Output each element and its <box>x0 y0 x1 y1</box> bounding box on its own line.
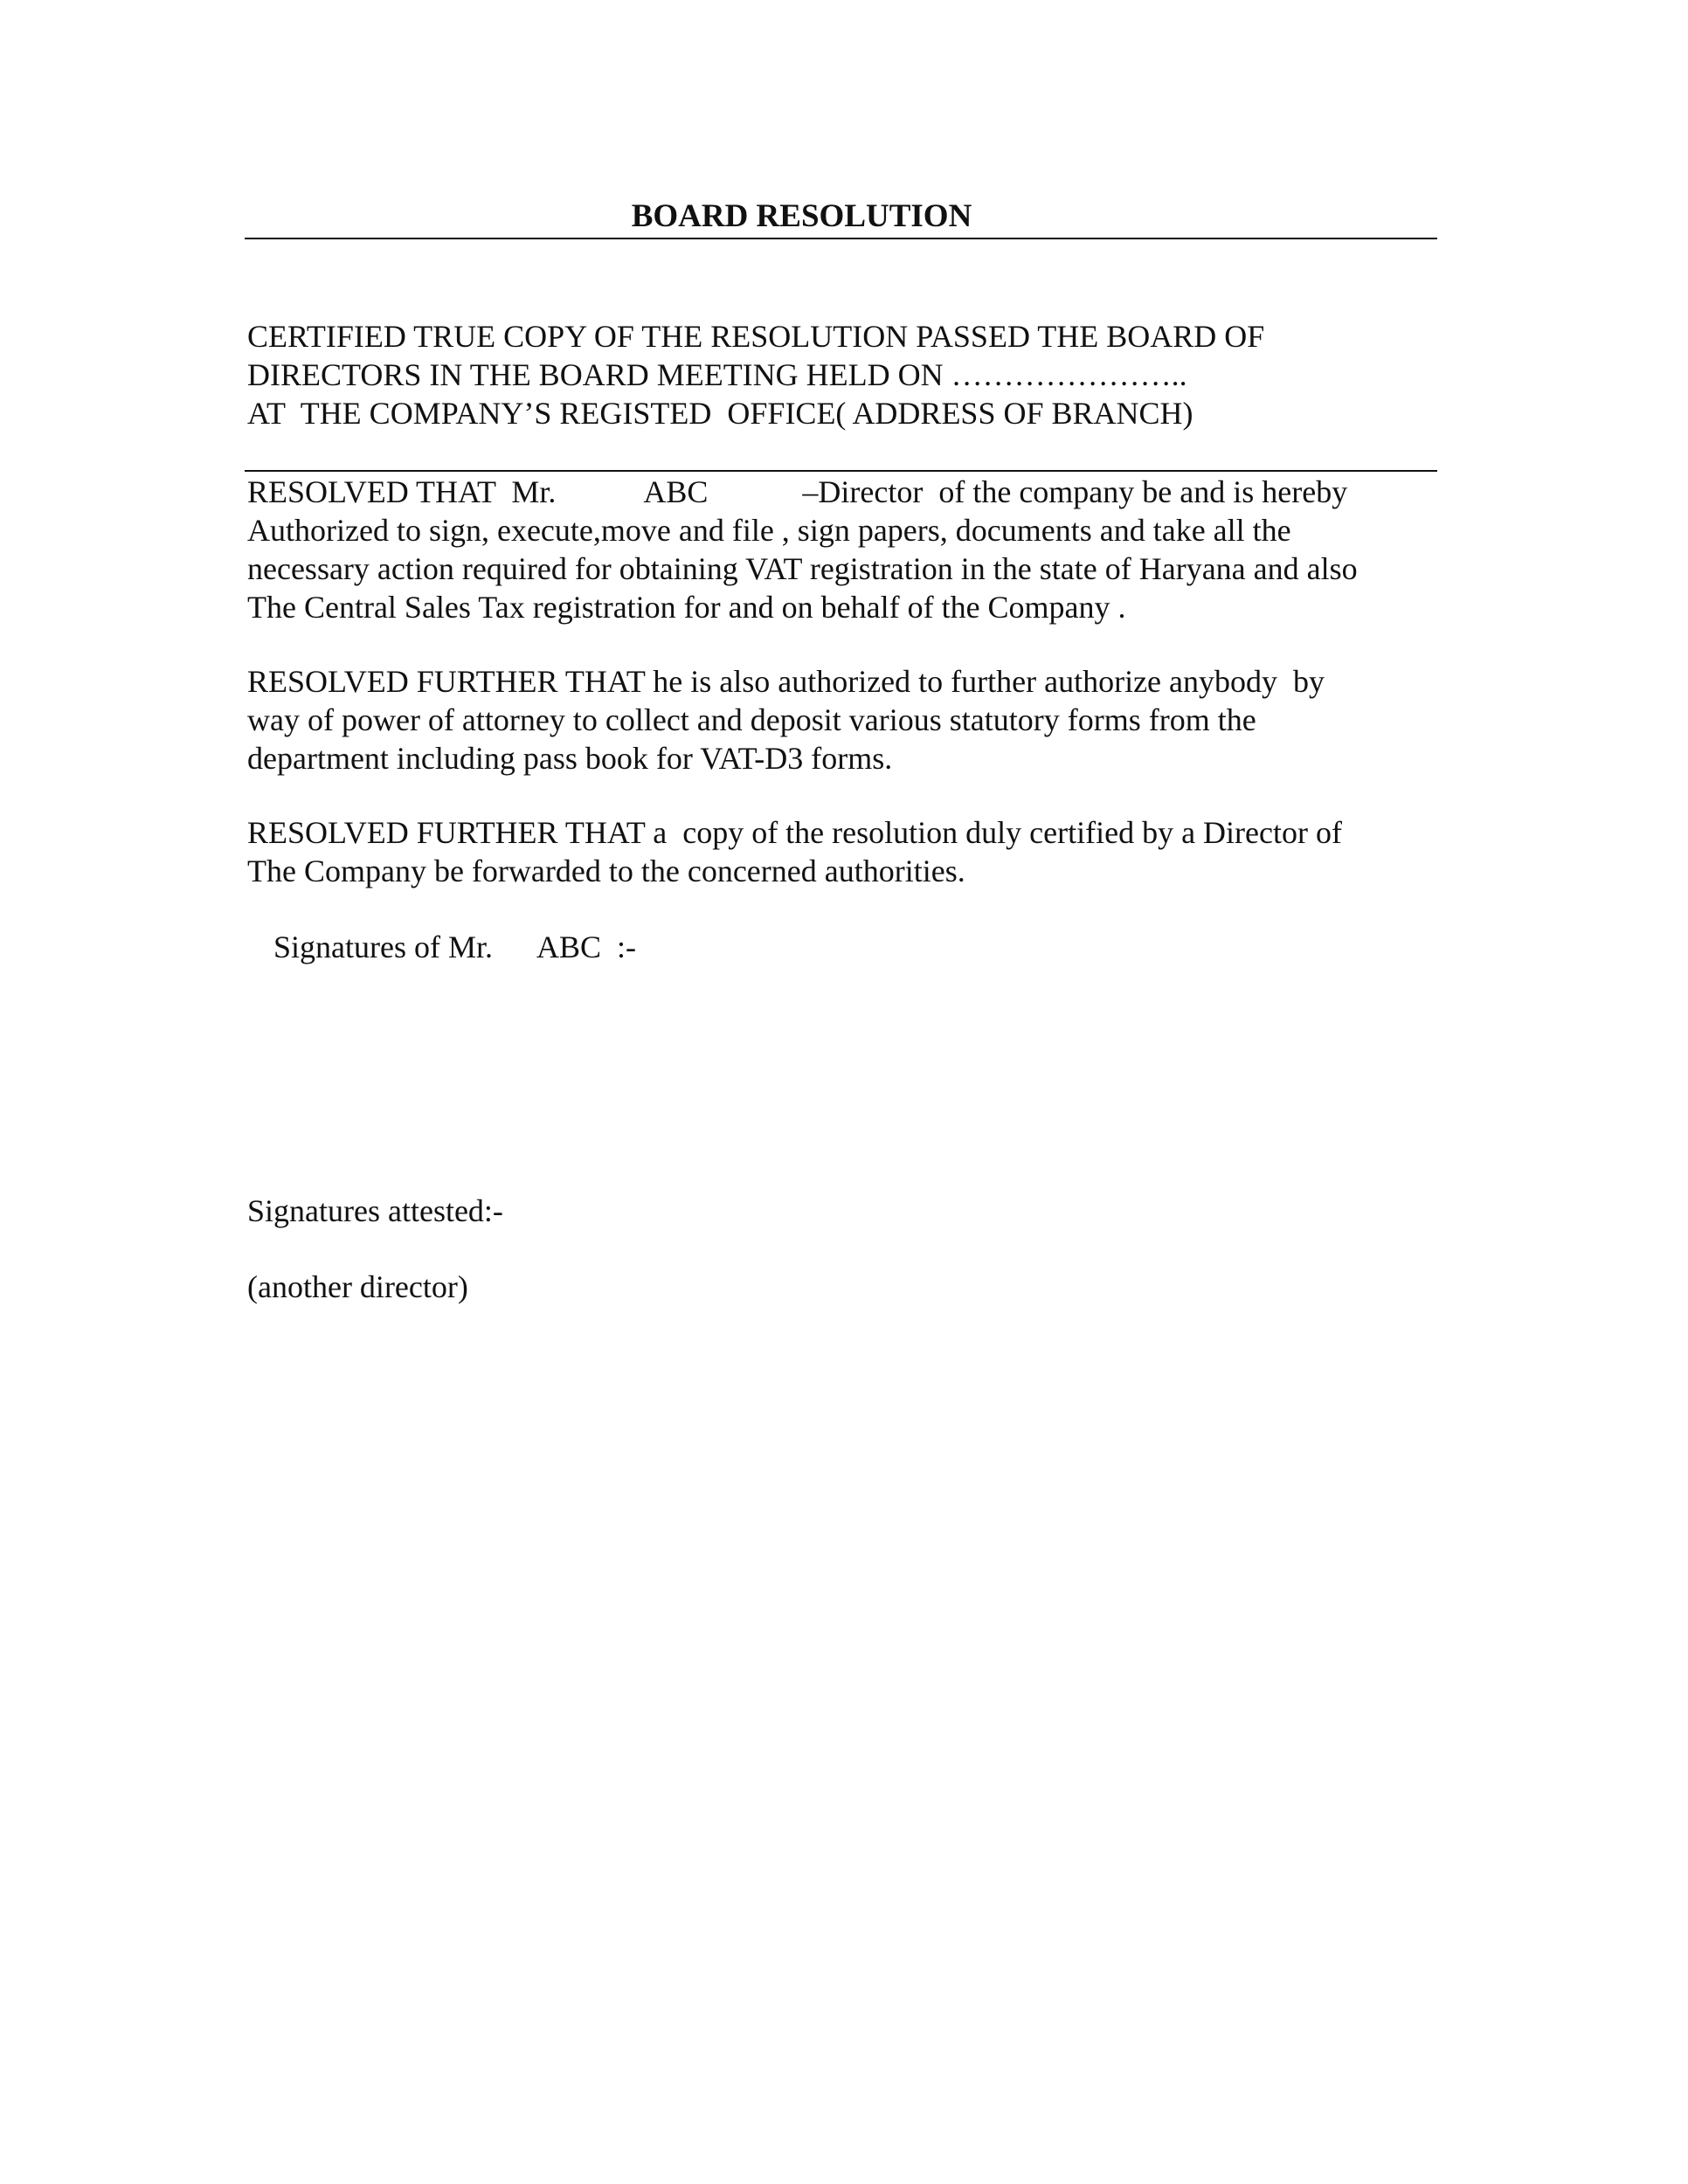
signature-line <box>273 928 636 966</box>
resolution-2-line-1: RESOLVED FURTHER THAT he is also authorized to further authorize anybody by <box>247 664 1325 699</box>
resolution-1 <box>247 473 1453 626</box>
resolution-1-first-line <box>247 473 1453 511</box>
resolution-1-line-2: Authorized to sign, execute,move and file , sign papers, documents and take all the <box>247 513 1291 548</box>
header-divider <box>245 470 1437 472</box>
resolution-1-line-4: The Central Sales Tax registration for and on behalf of the Company . <box>247 590 1126 625</box>
signatures-attested-label: Signatures attested:- <box>247 1193 503 1228</box>
resolution-2-line-3: department including pass book for VAT-D3 forms. <box>247 741 893 776</box>
document-title: BOARD RESOLUTION <box>631 198 972 234</box>
signature-name: ABC <box>536 930 602 964</box>
certification-header <box>247 317 1453 432</box>
director-name: ABC <box>643 474 709 509</box>
resolution-3-line-2: The Company be forwarded to the concerned authorities. <box>247 854 965 888</box>
resolution-2 <box>247 662 1453 778</box>
resolution-3-line-1: RESOLVED FURTHER THAT a copy of the resolution duly certified by a Director of <box>247 815 1342 850</box>
title-underline <box>245 238 1437 239</box>
certification-line-3: AT THE COMPANY’S REGISTED OFFICE( ADDRESS OF BRANCH) <box>247 396 1193 431</box>
signature-suffix: :- <box>617 930 637 964</box>
certification-line-1: CERTIFIED TRUE COPY OF THE RESOLUTION PASSED THE BOARD OF <box>247 319 1265 354</box>
resolution-1-prefix: RESOLVED THAT Mr. <box>247 474 557 509</box>
resolution-1-line-3: necessary action required for obtaining VAT registration in the state of Haryana and also <box>247 551 1358 586</box>
certification-line-2: DIRECTORS IN THE BOARD MEETING HELD ON ………………….. <box>247 357 1187 392</box>
signature-prefix: Signatures of Mr. <box>273 930 493 964</box>
resolution-3 <box>247 813 1453 890</box>
resolution-1-suffix: –Director of the company be and is hereby <box>802 474 1348 509</box>
resolution-2-line-2: way of power of attorney to collect and deposit various statutory forms from the <box>247 702 1256 737</box>
another-director-label: (another director) <box>247 1269 468 1304</box>
